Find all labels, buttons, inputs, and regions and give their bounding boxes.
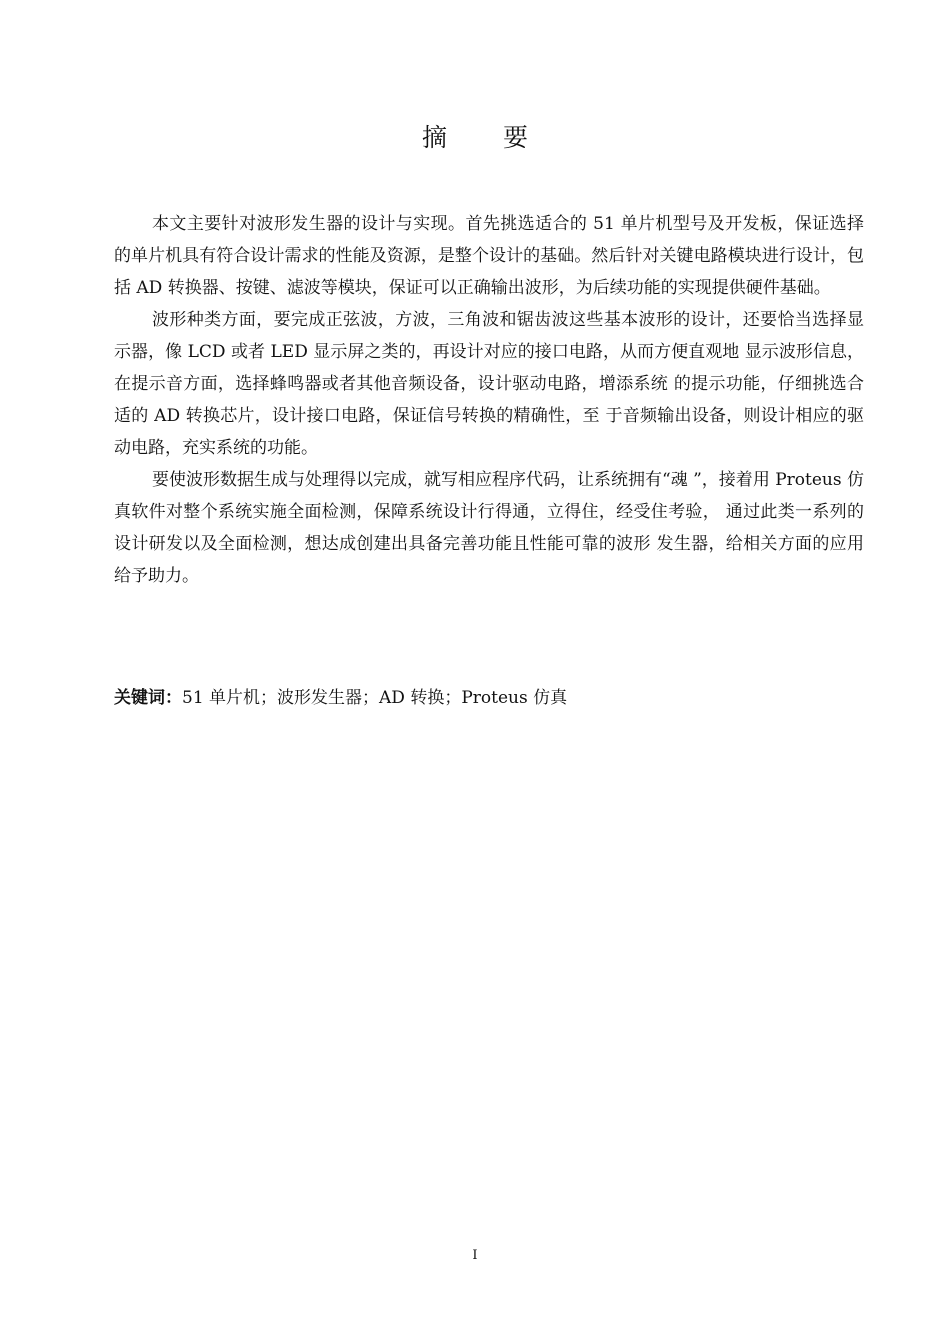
abstract-paragraph-2: 波形种类方面，要完成正弦波，方波，三角波和锯齿波这些基本波形的设计，还要恰当选择显示器，像 LCD 或者 LED 显示屏之类的，再设计对应的接口电路，从而方便直观地 显示波形信息，在提示音方面，选择蜂鸣器或者其他音频设备，设计驱动电路，增添系统 的提示功能，仔细挑选合适的 AD 转换芯片，设计接口电路，保证信号转换的精确性，至 于音频输出设备，则设计相应的驱动电路，充实系统的功能。 <box>114 310 864 458</box>
abstract-paragraph-3: 要使波形数据生成与处理得以完成，就写相应程序代码，让系统拥有“魂 ”，接着用 Proteus 仿真软件对整个系统实施全面检测，保障系统设计行得通，立得住，经受住考验， 通过此类一系列的设计研发以及全面检测，想达成创建出具备完善功能且性能可靠的波形 发生器，给相关方面的应用给予助力。 <box>114 470 864 586</box>
keywords-text: 51 单片机；波形发生器；AD 转换；Proteus 仿真 <box>182 688 568 708</box>
abstract-paragraph-1: 本文主要针对波形发生器的设计与实现。首先挑选适合的 51 单片机型号及开发板，保证选择的单片机具有符合设计需求的性能及资源，是整个设计的基础。然后针对关键电路模块进行设计，包括 AD 转换器、按键、滤波等模块，保证可以正确输出波形，为后续功能的实现提供硬件基础。 <box>114 214 864 298</box>
page-title: 摘 要 <box>422 123 552 152</box>
page-number: I <box>472 1248 478 1263</box>
keywords-line <box>114 682 864 714</box>
keywords-label: 关键词： <box>114 688 182 708</box>
abstract-body <box>114 208 864 592</box>
